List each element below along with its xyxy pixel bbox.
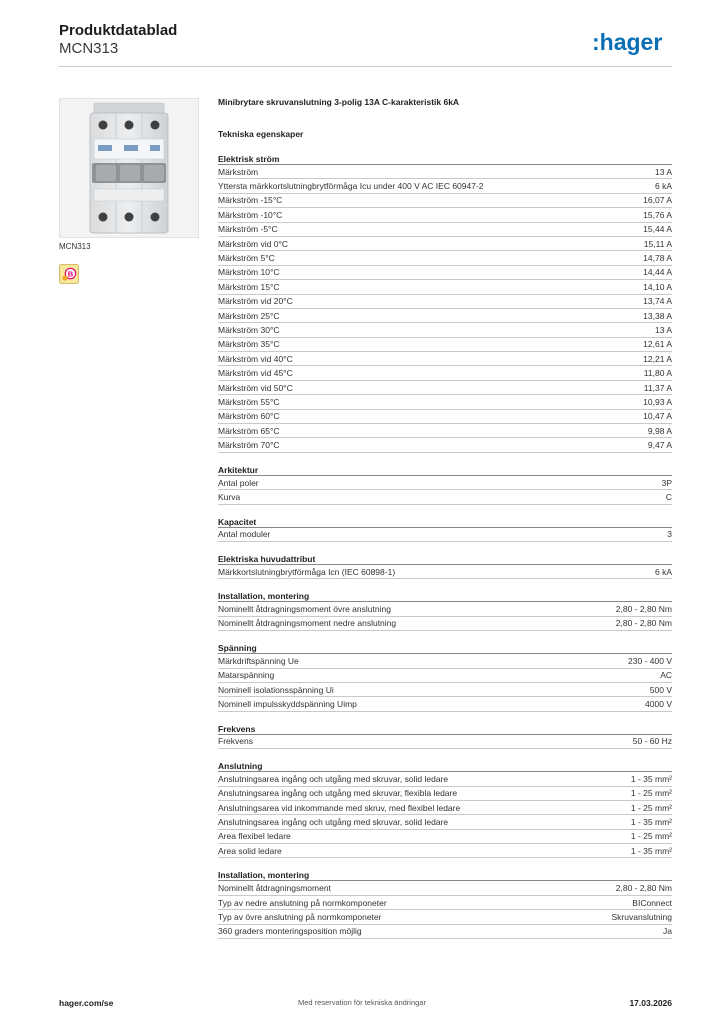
spec-row [218, 815, 672, 829]
spec-value: 2,80 - 2,80 Nm [615, 604, 672, 615]
spec-row [218, 654, 672, 668]
spec-label: Märkström 30°C [218, 324, 280, 335]
spec-section [218, 869, 672, 939]
spec-row [218, 490, 672, 504]
section-title: Elektrisk ström [218, 153, 672, 165]
hager-logo [592, 29, 674, 55]
spec-value: 16,07 A [643, 195, 672, 206]
spec-value: 12,61 A [643, 339, 672, 350]
spec-value: 9,47 A [647, 440, 672, 451]
spec-value: 14,44 A [643, 267, 672, 278]
spec-section [218, 723, 672, 749]
spec-label: Anslutningsarea ingång och utgång med skruvar, solid ledare [218, 816, 449, 827]
spec-row [218, 352, 672, 366]
spec-value: C [665, 491, 672, 502]
spec-value: 10,93 A [643, 396, 672, 407]
spec-row [218, 925, 672, 939]
spec-row [218, 223, 672, 237]
spec-label: Märkström 15°C [218, 281, 280, 292]
spec-label: Märkström -5°C [218, 224, 278, 235]
spec-label: Yttersta märkkortslutningbrytförmåga Icu under 400 V AC IEC 60947-2 [218, 181, 484, 192]
section-title: Frekvens [218, 723, 672, 735]
technical-properties-heading: Tekniska egenskaper [218, 129, 304, 139]
spec-sections [218, 153, 672, 939]
spec-row [218, 801, 672, 815]
spec-value: 1 - 25 mm² [630, 802, 672, 813]
spec-label: Antal moduler [218, 529, 271, 540]
product-code: MCN313 [59, 40, 119, 57]
spec-label: Frekvens [218, 736, 253, 747]
spec-section [218, 760, 672, 858]
spec-section [218, 464, 672, 505]
spec-value: 1 - 35 mm² [630, 816, 672, 827]
spec-label: Märkström vid 0°C [218, 238, 288, 249]
spec-value: 9,98 A [647, 425, 672, 436]
footer-website: hager.com/se [59, 998, 114, 1008]
spec-value: 14,10 A [643, 281, 672, 292]
spec-row [218, 528, 672, 542]
spec-row [218, 237, 672, 251]
spec-section [218, 553, 672, 579]
spec-value: 15,44 A [643, 224, 672, 235]
spec-label: Märkström 55°C [218, 396, 280, 407]
spec-row [218, 787, 672, 801]
spec-value: 12,21 A [643, 353, 672, 364]
spec-label: Märkström 60°C [218, 411, 280, 422]
spec-row [218, 323, 672, 337]
spec-row [218, 602, 672, 616]
spec-label: Anslutningsarea ingång och utgång med skruvar, solid ledare [218, 773, 449, 784]
spec-row [218, 366, 672, 380]
spec-value: 13 A [654, 166, 672, 177]
spec-value: 2,80 - 2,80 Nm [615, 883, 672, 894]
spec-value: 500 V [649, 684, 672, 695]
section-title: Arkitektur [218, 464, 672, 476]
spec-row [218, 697, 672, 711]
spec-row [218, 266, 672, 280]
spec-value: 11,37 A [643, 382, 672, 393]
spec-row [218, 438, 672, 452]
spec-value: 1 - 35 mm² [630, 773, 672, 784]
section-title: Elektriska huvudattribut [218, 553, 672, 565]
spec-label: Märkström vid 20°C [218, 296, 293, 307]
product-description: Minibrytare skruvanslutning 3-polig 13A C-karakteristik 6kA [218, 97, 460, 107]
spec-row [218, 194, 672, 208]
spec-label: Nominell impulsskyddspänning Uimp [218, 699, 357, 710]
spec-value: 15,11 A [643, 238, 672, 249]
spec-row [218, 910, 672, 924]
spec-label: Märkström 70°C [218, 440, 280, 451]
spec-row [218, 830, 672, 844]
section-title: Anslutning [218, 760, 672, 772]
spec-row [218, 669, 672, 683]
spec-label: Matarspänning [218, 670, 275, 681]
spec-label: Märkström [218, 166, 259, 177]
spec-section [218, 516, 672, 542]
spec-value: 6 kA [654, 181, 672, 192]
spec-value: 14,78 A [643, 253, 672, 264]
spec-label: Nominell isolationsspänning Ui [218, 684, 334, 695]
spec-label: Nominellt åtdragningsmoment [218, 883, 331, 894]
spec-row [218, 295, 672, 309]
product-image [59, 98, 199, 238]
spec-label: Typ av nedre anslutning på normkomponeter [218, 897, 387, 908]
spec-row [218, 476, 672, 490]
spec-label: Anslutningsarea vid inkommande med skruv, med flexibel ledare [218, 802, 461, 813]
spec-row [218, 251, 672, 265]
spec-value: BIConnect [632, 897, 672, 908]
spec-row [218, 881, 672, 895]
spec-value: 2,80 - 2,80 Nm [615, 618, 672, 629]
spec-row [218, 309, 672, 323]
spec-value: 11,80 A [643, 368, 672, 379]
spec-row [218, 896, 672, 910]
spec-row [218, 395, 672, 409]
footer-date: 17.03.2026 [629, 998, 672, 1008]
section-title: Spänning [218, 642, 672, 654]
certification-badge-icon [59, 264, 79, 284]
spec-label: Nominellt åtdragningsmoment övre anslutning [218, 604, 391, 615]
spec-row [218, 565, 672, 579]
spec-value: Ja [663, 926, 672, 937]
svg-text:B: B [67, 269, 74, 279]
spec-label: Area solid ledare [218, 845, 282, 856]
spec-label: Märkström 35°C [218, 339, 280, 350]
svg-text::hager: :hager [592, 29, 663, 55]
section-title: Installation, montering [218, 869, 672, 881]
spec-label: 360 graders monteringsposition möjlig [218, 926, 362, 937]
spec-value: 3P [661, 477, 672, 488]
spec-value: AC [660, 670, 672, 681]
spec-row [218, 424, 672, 438]
spec-section [218, 642, 672, 712]
spec-value: 10,47 A [643, 411, 672, 422]
spec-label: Märkdriftspänning Ue [218, 655, 299, 666]
spec-row [218, 280, 672, 294]
spec-value: 230 - 400 V [628, 655, 672, 666]
spec-value: 6 kA [654, 566, 672, 577]
spec-row [218, 617, 672, 631]
spec-label: Märkström vid 40°C [218, 353, 293, 364]
spec-row [218, 410, 672, 424]
spec-label: Märkström 25°C [218, 310, 280, 321]
spec-row [218, 683, 672, 697]
spec-content [218, 96, 672, 939]
spec-label: Märkström 5°C [218, 253, 275, 264]
spec-label: Kurva [218, 491, 241, 502]
spec-row [218, 338, 672, 352]
spec-row [218, 844, 672, 858]
header-divider [59, 66, 672, 67]
spec-label: Nominellt åtdragningsmoment nedre anslutning [218, 618, 397, 629]
spec-label: Märkström 65°C [218, 425, 280, 436]
spec-label: Märkström -10°C [218, 209, 283, 220]
spec-row [218, 772, 672, 786]
spec-label: Antal poler [218, 477, 259, 488]
spec-label: Märkström vid 50°C [218, 382, 293, 393]
footer-disclaimer: Med reservation för tekniska ändringar [298, 998, 426, 1007]
spec-row [218, 381, 672, 395]
spec-value: 13,38 A [643, 310, 672, 321]
spec-value: 13 A [654, 324, 672, 335]
spec-value: 1 - 35 mm² [630, 845, 672, 856]
spec-value: Skruvanslutning [611, 911, 672, 922]
spec-row [218, 208, 672, 222]
product-image-caption: MCN313 [59, 242, 91, 251]
spec-value: 4000 V [645, 699, 672, 710]
spec-value: 15,76 A [643, 209, 672, 220]
spec-value: 50 - 60 Hz [632, 736, 672, 747]
spec-value: 1 - 25 mm² [630, 788, 672, 799]
spec-value: 3 [667, 529, 672, 540]
spec-label: Märkkortslutningbrytförmåga Icn (IEC 60898-1) [218, 566, 396, 577]
document-title: Produktdatablad [59, 22, 178, 39]
spec-row [218, 165, 672, 179]
spec-label: Märkström vid 45°C [218, 368, 293, 379]
spec-section [218, 153, 672, 453]
spec-label: Märkström 10°C [218, 267, 280, 278]
spec-label: Märkström -15°C [218, 195, 283, 206]
spec-label: Area flexibel ledare [218, 831, 291, 842]
section-title: Kapacitet [218, 516, 672, 528]
spec-value: 1 - 25 mm² [630, 831, 672, 842]
spec-value: 13,74 A [643, 296, 672, 307]
spec-row [218, 735, 672, 749]
spec-label: Typ av övre anslutning på normkomponeter [218, 911, 382, 922]
section-title: Installation, montering [218, 590, 672, 602]
spec-row [218, 179, 672, 193]
spec-section [218, 590, 672, 631]
spec-label: Anslutningsarea ingång och utgång med skruvar, flexibla ledare [218, 788, 458, 799]
